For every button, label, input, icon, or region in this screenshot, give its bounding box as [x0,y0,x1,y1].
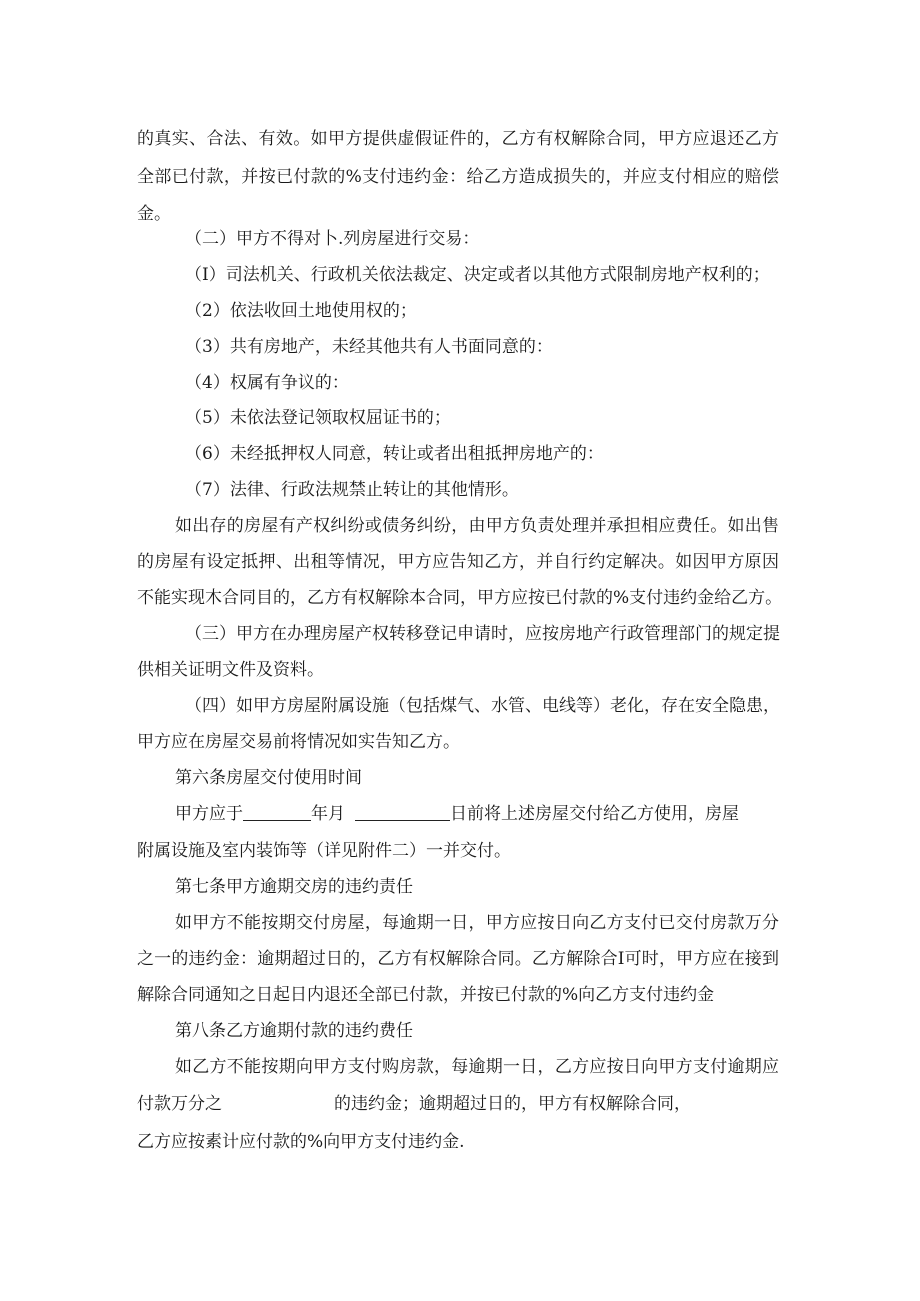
list-item: （6）未经抵押权人同意，转让或者出租抵押房地产的： [185,444,604,464]
section-heading: （四）如甲方房屋附属设施（包括煤气、水管、电线等）老化，存在安全隐患， [185,696,780,716]
list-item: （5）未依法登记领取权屈证书的； [185,408,451,428]
paragraph-line: 的真实、合法、有效。如甲方提供虚假证件的，乙方有权解除合同，甲方应退还乙方 [137,129,779,149]
paragraph-line: 不能实现木合同目的，乙方有权解除本合同，甲方应按已付款的%支付违约金给乙方。 [137,588,783,608]
delivery-text-1: 甲方应于 [175,804,243,824]
paragraph-line: 之一的违约金：逾期超过日的，乙方有权解除合同。乙方解除合I可时，甲方应在接到 [137,949,779,969]
paragraph-line: 供相关证明文件及资料。 [137,660,324,680]
section-heading: （三）甲方在办理房屋产权转移登记申请时，应按房地产行政管理部门的规定提 [185,624,780,644]
section-heading: （二）甲方不得对卜.列房屋进行交易： [185,229,480,249]
delivery-text-3: 日前将上述房屋交付给乙方使用，房屋 [450,804,739,824]
delivery-line [175,803,739,825]
blank-field [355,804,450,821]
payment-text-2: 的违约金；逾期超过日的，甲方有权解除合同， [334,1094,691,1114]
paragraph-line: 的房屋有设定抵押、出租等情况，甲方应告知乙方，并自行约定解决。如因甲方原因 [137,552,779,572]
list-item: （I）司法机关、行政机关依法裁定、决定或者以其他方式限制房地产权利的； [185,265,770,285]
paragraph-line: 甲方应在房屋交易前将情况如实告知乙方。 [137,732,460,752]
article-heading: 第六条房屋交付使用时间 [175,768,362,788]
article-heading: 第七条甲方逾期交房的违约责任 [175,877,413,897]
paragraph-line: 如乙方不能按期向甲方支付购房款，每逾期一日，乙方应按日向甲方支付逾期应 [175,1057,779,1077]
paragraph-line: 解除合同通知之日起日内退还全部已付款，并按已付款的%向乙方支付违约金 [137,985,715,1005]
paragraph-line: 全部已付款，并按已付款的%支付违约金：给乙方造成损失的，并应支付相应的赔偿 [137,167,779,187]
delivery-text-2: 年月 [311,804,345,824]
paragraph-line: 如出存的房屋有产权纠纷或债务纠纷，由甲方负责处理并承担相应费任。如出售 [175,516,779,536]
list-item: （3）共有房地产，未经其他共有人书面同意的： [185,337,553,357]
payment-line [137,1093,691,1115]
payment-text-1: 付款万分之 [137,1094,222,1114]
list-item: （4）权属有争议的： [185,373,349,393]
blank-field [243,804,311,821]
paragraph-line: 金。 [137,204,171,224]
paragraph-line: 如甲方不能按期交付房屋，每逾期一日，甲方应按日向乙方支付已交付房款万分 [175,913,779,933]
article-heading: 第八条乙方逾期付款的违约费任 [175,1021,413,1041]
list-item: （2）依法收回土地使用权的； [185,301,417,321]
paragraph-line: 乙方应按素计应付款的%向甲方支付违约金. [137,1132,465,1152]
list-item: （7）法律、行政法规禁止转让的其他情形。 [185,480,519,500]
paragraph-line: 附属设施及室内装饰等（详见附件二）一并交付。 [137,841,511,861]
